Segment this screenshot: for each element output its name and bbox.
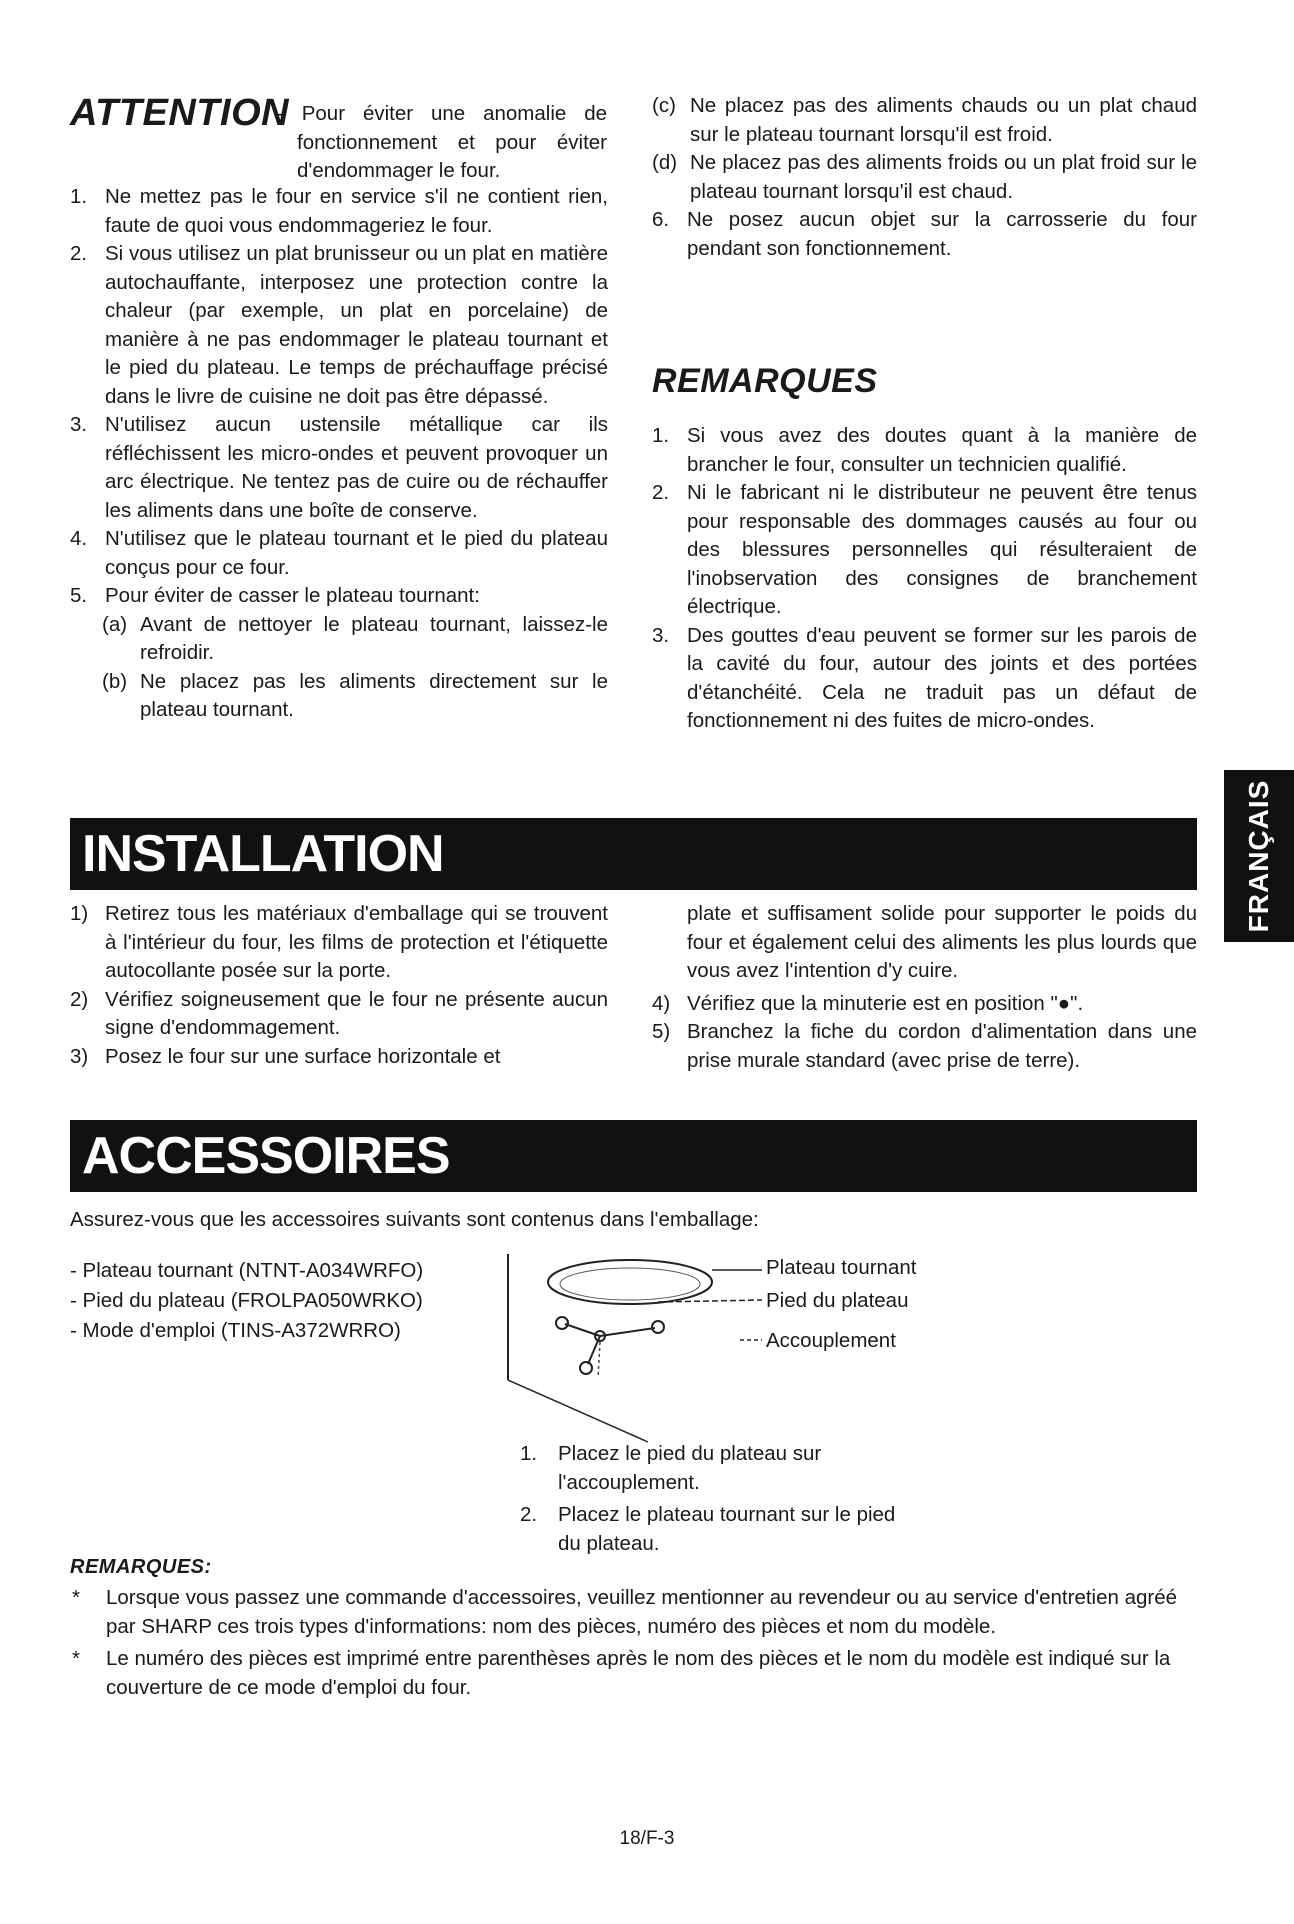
item-number: 1. bbox=[70, 185, 88, 208]
page-number: 18/F-3 bbox=[619, 1828, 675, 1849]
item-text: Branchez la fiche du cordon d'alimentation dans une prise murale standard (avec prise de terre). bbox=[687, 1020, 1197, 1072]
item-number: 5) bbox=[652, 1020, 671, 1043]
item-number: (d) bbox=[652, 151, 678, 174]
attention-item-5 bbox=[70, 582, 608, 611]
item-text: Des gouttes d'eau peuvent se former sur les parois de la cavité du four, autour des joints et des portées d'étanchéité. Cela ne traduit pas un défaut de fonctionnement ni des fuites de micro-ondes. bbox=[687, 623, 1197, 732]
plate-shape bbox=[548, 1260, 712, 1304]
item-text: N'utilisez aucun ustensile métallique car ils réfléchissent les micro-ondes et peuvent provoquer un arc électrique. Ne tentez pas de cuire ou de réchauffer les aliments dans une boîte de conserve. bbox=[105, 413, 608, 522]
installation-item-3 bbox=[70, 1043, 608, 1072]
note-text: Lorsque vous passez une commande d'accessoires, veuillez mentionner au revendeur ou au service d'entretien agréé par SHARP ces trois types d'informations: nom des pièces, numéro des pièces et nom du modèle. bbox=[106, 1586, 1178, 1638]
item-number: 1. bbox=[652, 424, 670, 447]
item-number: 2) bbox=[70, 987, 89, 1011]
item-number: (c) bbox=[652, 94, 676, 117]
accessoires-intro: Assurez-vous que les accessoires suivants sont contenus dans l'emballage: bbox=[70, 1208, 759, 1231]
installation-list-right bbox=[652, 900, 1197, 1075]
assembly-step-1 bbox=[520, 1440, 920, 1497]
attention-intro: - Pour éviter une anomalie de fonctionnement et pour éviter d'endommager le four. bbox=[277, 102, 607, 182]
attention-subitem-d bbox=[652, 149, 1197, 206]
diagram-bracket-diagonal bbox=[508, 1380, 648, 1442]
language-side-tab bbox=[1224, 770, 1294, 942]
accessoires-banner bbox=[70, 1120, 1197, 1192]
item-text: Si vous utilisez un plat brunisseur ou un plat en matière autochauffante, interposez une protection contre la chaleur (par exemple, un plat en porcelaine) de manière à ne pas endommager le plateau tournant et le pied du plateau. Le temps de préchauffage précisé dans le livre de cuisine ne doit pas être dépassé. bbox=[105, 242, 608, 408]
item-number: 1) bbox=[70, 902, 89, 925]
remarques-list bbox=[652, 422, 1197, 736]
item-number: 2. bbox=[70, 242, 88, 265]
attention-title: ATTENTION bbox=[70, 92, 290, 134]
item-number: (a) bbox=[102, 612, 128, 636]
installation-item-4 bbox=[652, 990, 1197, 1019]
item-number: (b) bbox=[102, 669, 128, 693]
installation-item-3-continuation: plate et suffisament solide pour supporter le poids du four et également celui des aliments les plus lourds que vous avez l'intention d'y cuire. bbox=[687, 902, 1197, 982]
remarques-item-2 bbox=[652, 479, 1197, 622]
item-text: Ni le fabricant ni le distributeur ne peuvent être tenus pour responsable des dommages causés au four ou des blessures personnelles qui résulteraient de l'inobservation des consignes de branchement électrique. bbox=[687, 481, 1197, 618]
attention-item-6 bbox=[652, 206, 1197, 263]
assembly-steps bbox=[520, 1440, 920, 1558]
remarques-title: REMARQUES bbox=[652, 362, 878, 400]
remarques-item-3 bbox=[652, 622, 1197, 736]
accessory-item: - Mode d'emploi (TINS-A372WRRO) bbox=[70, 1319, 401, 1342]
attention-item-3 bbox=[70, 411, 608, 525]
item-number: 2. bbox=[520, 1503, 538, 1526]
note-text: Le numéro des pièces est imprimé entre parenthèses après le nom des pièces et le nom du modèle est indiqué sur la couverture de ce mode d'emploi du four. bbox=[106, 1647, 1171, 1699]
item-text: Si vous avez des doutes quant à la manière de brancher le four, consulter un technicien qualifié. bbox=[687, 424, 1197, 476]
item-number: 4. bbox=[70, 527, 88, 550]
coupler-shape bbox=[598, 1342, 600, 1378]
attention-item-1 bbox=[70, 183, 608, 240]
installation-item-2 bbox=[70, 986, 608, 1043]
item-text: Posez le four sur une surface horizontale et bbox=[105, 1044, 501, 1068]
item-text: Avant de nettoyer le plateau tournant, laissez-le refroidir. bbox=[140, 612, 608, 664]
attention-list-right bbox=[652, 92, 1197, 263]
accessory-item: - Pied du plateau (FROLPA050WRKO) bbox=[70, 1289, 423, 1312]
item-number: 1. bbox=[520, 1442, 538, 1465]
installation-list-left bbox=[70, 900, 608, 1071]
item-text: Placez le pied du plateau sur l'accouplement. bbox=[558, 1442, 822, 1494]
item-text: Ne placez pas les aliments directement sur le plateau tournant. bbox=[140, 669, 608, 721]
diagram-label-plateau: Plateau tournant bbox=[766, 1256, 917, 1279]
accessoires-title: ACCESSOIRES bbox=[82, 1127, 450, 1185]
item-text: Ne placez pas des aliments froids ou un plat froid sur le plateau tournant lorsqu'il est chaud. bbox=[690, 151, 1197, 203]
attention-item-2 bbox=[70, 240, 608, 411]
item-text: Ne posez aucun objet sur la carrosserie du four pendant son fonctionnement. bbox=[687, 208, 1197, 260]
accessoires-remarques-title: REMARQUES: bbox=[70, 1556, 212, 1578]
accessoires-note-2 bbox=[70, 1645, 1197, 1702]
plate-inner-rim bbox=[560, 1268, 700, 1300]
diagram-label-pied: Pied du plateau bbox=[766, 1289, 909, 1312]
turntable-diagram bbox=[500, 1240, 770, 1450]
attention-subitem-a bbox=[70, 611, 608, 668]
item-number: 4) bbox=[652, 991, 671, 1015]
installation-banner bbox=[70, 818, 1197, 890]
note-mark: * bbox=[72, 1586, 80, 1609]
installation-item-1 bbox=[70, 900, 608, 986]
remarques-item-1 bbox=[652, 422, 1197, 479]
installation-item-5 bbox=[652, 1018, 1197, 1075]
item-number: 6. bbox=[652, 208, 670, 231]
diagram-label-accouplement: Accouplement bbox=[766, 1329, 896, 1352]
item-number: 3. bbox=[70, 413, 88, 436]
item-text: N'utilisez que le plateau tournant et le pied du plateau conçus pour ce four. bbox=[105, 527, 608, 579]
item-number: 2. bbox=[652, 481, 670, 504]
accessories-list bbox=[70, 1256, 490, 1346]
attention-item-4 bbox=[70, 525, 608, 582]
item-text: Ne placez pas des aliments chauds ou un plat chaud sur le plateau tournant lorsqu'il est froid. bbox=[690, 94, 1197, 146]
language-label: FRANÇAIS bbox=[1243, 779, 1274, 933]
attention-subitem-c bbox=[652, 92, 1197, 149]
attention-subitem-b bbox=[70, 668, 608, 725]
installation-title: INSTALLATION bbox=[82, 825, 444, 883]
item-text: Ne mettez pas le four en service s'il ne contient rien, faute de quoi vous endommageriez le four. bbox=[105, 185, 608, 237]
item-text: Pour éviter de casser le plateau tournant: bbox=[105, 584, 480, 607]
roller-support-shape bbox=[556, 1317, 664, 1374]
accessory-item: - Plateau tournant (NTNT-A034WRFO) bbox=[70, 1259, 424, 1282]
accessoires-note-1 bbox=[70, 1584, 1197, 1641]
attention-list-left bbox=[70, 183, 608, 725]
item-text: Retirez tous les matériaux d'emballage qui se trouvent à l'intérieur du four, les films de protection et l'étiquette autocollante posée sur la porte. bbox=[105, 902, 608, 982]
item-text: Placez le plateau tournant sur le pied du plateau. bbox=[558, 1503, 896, 1555]
assembly-step-2 bbox=[520, 1501, 920, 1558]
item-number: 5. bbox=[70, 584, 88, 607]
item-text: Vérifiez soigneusement que le four ne présente aucun signe d'endommagement. bbox=[105, 987, 608, 1039]
note-mark: * bbox=[72, 1647, 80, 1670]
item-number: 3) bbox=[70, 1044, 89, 1068]
item-text: Vérifiez que la minuterie est en position "●". bbox=[687, 991, 1084, 1015]
item-number: 3. bbox=[652, 623, 670, 647]
accessoires-notes bbox=[70, 1584, 1197, 1702]
